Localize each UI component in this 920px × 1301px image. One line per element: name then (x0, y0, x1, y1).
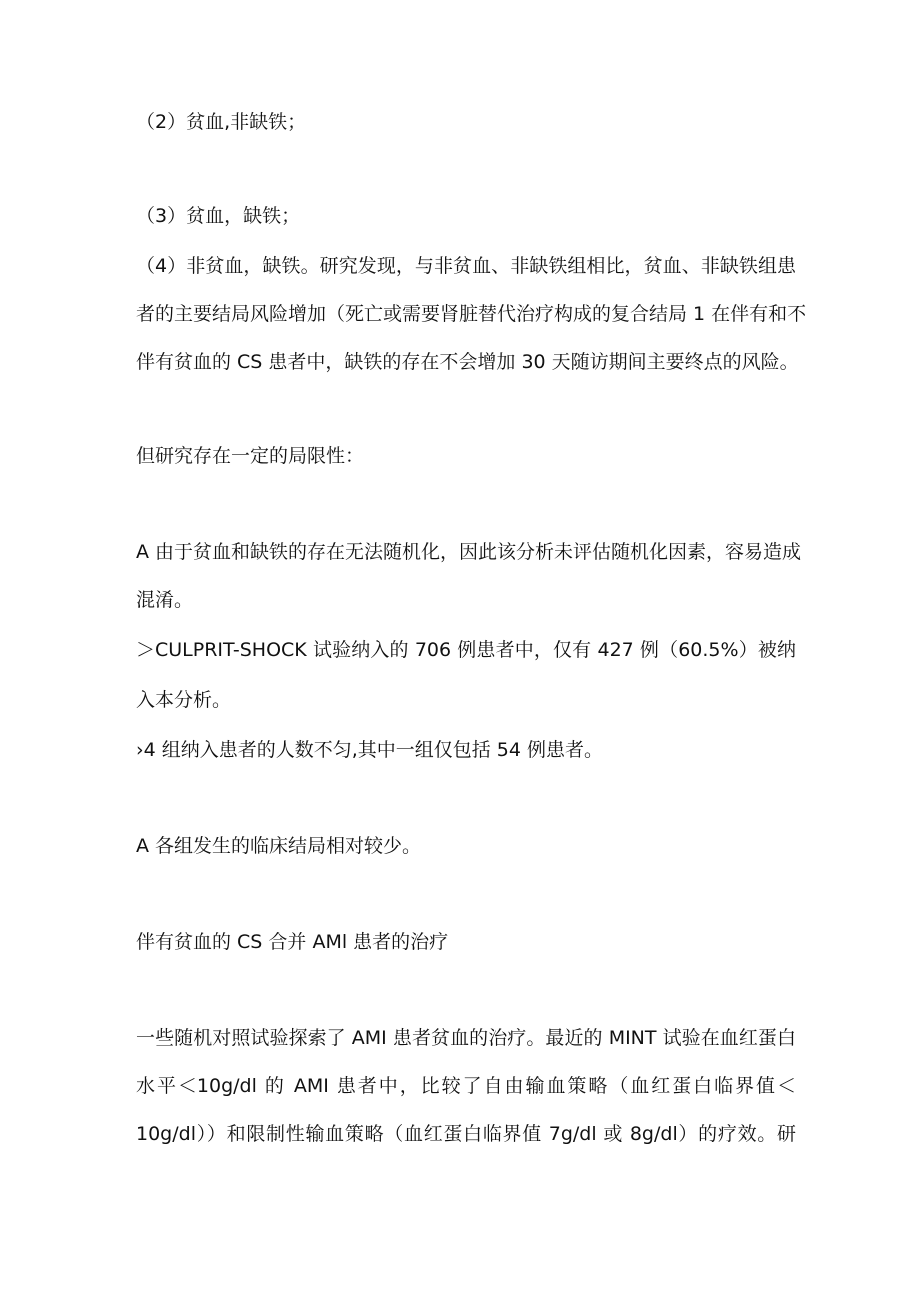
limitations-heading: 但研究存在一定的局限性： (136, 445, 365, 467)
limitation-b-line-1: ＞CULPRIT-SHOCK 试验纳入的 706 例患者中，仅有 427 例（60.5%）被纳 (136, 639, 796, 661)
paragraph-line-2: 水平＜10g/dl 的 AMI 患者中，比较了自由输血策略（血红蛋白临界值＜ (136, 1075, 796, 1097)
paragraph-line-3: 10g/dl））和限制性输血策略（血红蛋白临界值 7g/dl 或 8g/dl）的疗效。研 (136, 1123, 796, 1145)
paragraph-line-1: 一些随机对照试验探索了 AMI 患者贫血的治疗。最近的 MINT 试验在血红蛋白 (136, 1027, 796, 1049)
section-heading: 伴有贫血的 CS 合并 AMl 患者的治疗 (136, 931, 449, 953)
list-item-3: （3）贫血，缺铁； (136, 205, 301, 227)
list-item-4-line-2: 者的主要结局风险增加（死亡或需要肾脏替代治疗构成的复合结局 1 在伴有和不 (136, 303, 807, 325)
limitation-c: ›4 组纳入患者的人数不匀,其中一组仅包括 54 例患者。 (136, 739, 604, 761)
limitation-a-line-2: 混淆。 (136, 589, 194, 611)
limitation-d: A 各组发生的临床结局相对较少。 (136, 835, 422, 857)
limitation-a-line-1: A 由于贫血和缺铁的存在无法随机化，因此该分析未评估随机化因素，容易造成 (136, 541, 802, 563)
limitation-b-line-2: 入本分析。 (136, 689, 232, 711)
list-item-4-line-3: 伴有贫血的 CS 患者中，缺铁的存在不会增加 30 天随访期间主要终点的风险。 (136, 351, 799, 373)
list-item-2: （2）贫血,非缺铁； (136, 111, 307, 133)
list-item-4-line-1: （4）非贫血，缺铁。研究发现，与非贫血、非缺铁组相比，贫血、非缺铁组患 (136, 255, 796, 277)
